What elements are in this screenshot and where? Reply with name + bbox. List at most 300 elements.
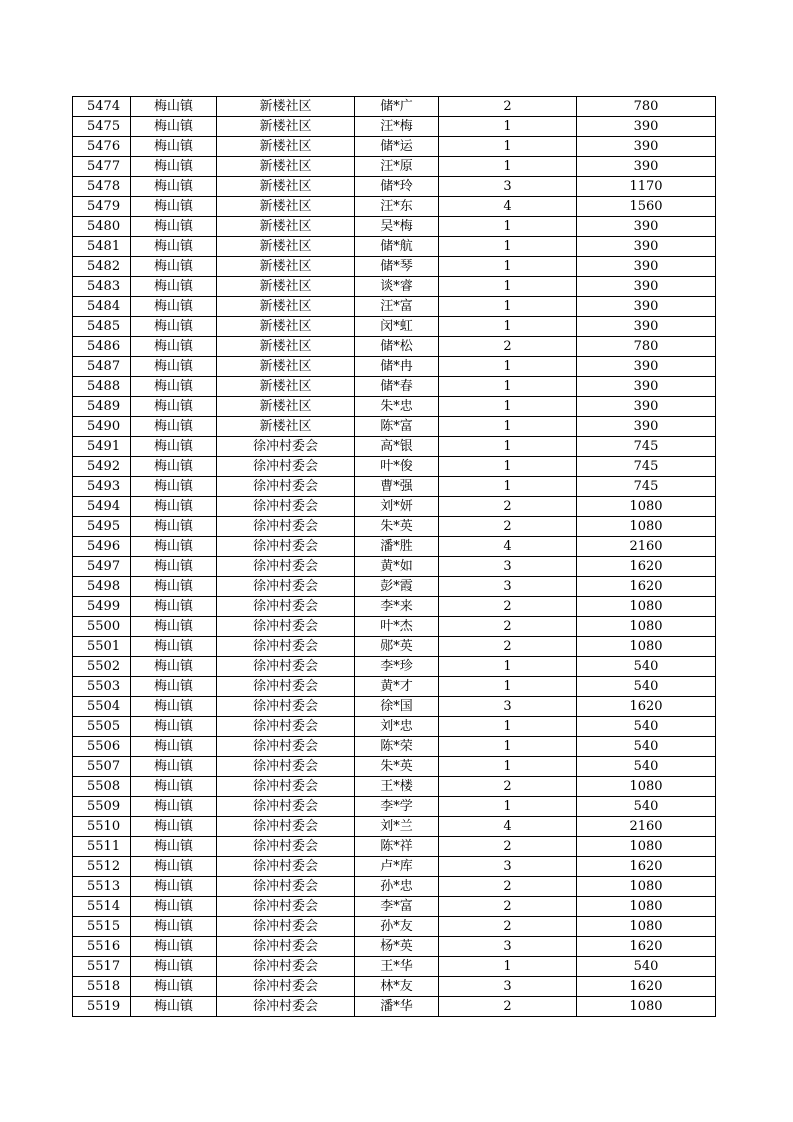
row-id-cell: 5502 <box>73 657 131 677</box>
town-cell: 梅山镇 <box>131 197 217 217</box>
data-table <box>72 96 716 1017</box>
amount-cell: 390 <box>577 397 716 417</box>
name-cell: 李*学 <box>355 797 439 817</box>
amount-cell: 1620 <box>577 937 716 957</box>
town-cell: 梅山镇 <box>131 857 217 877</box>
town-cell: 梅山镇 <box>131 377 217 397</box>
name-cell: 徐*国 <box>355 697 439 717</box>
count-cell: 1 <box>439 137 577 157</box>
town-cell: 梅山镇 <box>131 557 217 577</box>
town-cell: 梅山镇 <box>131 217 217 237</box>
amount-cell: 390 <box>577 137 716 157</box>
row-id-cell: 5493 <box>73 477 131 497</box>
amount-cell: 1080 <box>577 897 716 917</box>
amount-cell: 1080 <box>577 877 716 897</box>
name-cell: 储*春 <box>355 377 439 397</box>
amount-cell: 390 <box>577 277 716 297</box>
row-id-cell: 5481 <box>73 237 131 257</box>
amount-cell: 1080 <box>577 997 716 1017</box>
community-cell: 新楼社区 <box>217 417 355 437</box>
table-row <box>73 517 716 537</box>
community-cell: 徐冲村委会 <box>217 737 355 757</box>
town-cell: 梅山镇 <box>131 457 217 477</box>
amount-cell: 1620 <box>577 857 716 877</box>
town-cell: 梅山镇 <box>131 637 217 657</box>
table-row <box>73 237 716 257</box>
table-row <box>73 417 716 437</box>
row-id-cell: 5482 <box>73 257 131 277</box>
table-row <box>73 637 716 657</box>
community-cell: 徐冲村委会 <box>217 777 355 797</box>
town-cell: 梅山镇 <box>131 297 217 317</box>
amount-cell: 390 <box>577 257 716 277</box>
amount-cell: 1080 <box>577 777 716 797</box>
amount-cell: 1620 <box>577 977 716 997</box>
community-cell: 徐冲村委会 <box>217 457 355 477</box>
name-cell: 谈*睿 <box>355 277 439 297</box>
town-cell: 梅山镇 <box>131 97 217 117</box>
count-cell: 3 <box>439 577 577 597</box>
count-cell: 4 <box>439 817 577 837</box>
town-cell: 梅山镇 <box>131 697 217 717</box>
town-cell: 梅山镇 <box>131 497 217 517</box>
name-cell: 林*友 <box>355 977 439 997</box>
amount-cell: 2160 <box>577 817 716 837</box>
name-cell: 杨*英 <box>355 937 439 957</box>
town-cell: 梅山镇 <box>131 417 217 437</box>
amount-cell: 1080 <box>577 637 716 657</box>
town-cell: 梅山镇 <box>131 517 217 537</box>
table-row <box>73 377 716 397</box>
row-id-cell: 5492 <box>73 457 131 477</box>
amount-cell: 745 <box>577 477 716 497</box>
amount-cell: 390 <box>577 357 716 377</box>
row-id-cell: 5516 <box>73 937 131 957</box>
count-cell: 2 <box>439 777 577 797</box>
amount-cell: 390 <box>577 297 716 317</box>
amount-cell: 1560 <box>577 197 716 217</box>
amount-cell: 1080 <box>577 917 716 937</box>
count-cell: 3 <box>439 557 577 577</box>
amount-cell: 1080 <box>577 837 716 857</box>
community-cell: 新楼社区 <box>217 317 355 337</box>
count-cell: 2 <box>439 837 577 857</box>
row-id-cell: 5519 <box>73 997 131 1017</box>
amount-cell: 745 <box>577 457 716 477</box>
community-cell: 徐冲村委会 <box>217 837 355 857</box>
table-row <box>73 117 716 137</box>
table-row <box>73 737 716 757</box>
count-cell: 2 <box>439 637 577 657</box>
row-id-cell: 5497 <box>73 557 131 577</box>
table-row <box>73 977 716 997</box>
table-row <box>73 97 716 117</box>
table-row <box>73 137 716 157</box>
town-cell: 梅山镇 <box>131 997 217 1017</box>
count-cell: 1 <box>439 717 577 737</box>
table-row <box>73 897 716 917</box>
community-cell: 徐冲村委会 <box>217 517 355 537</box>
community-cell: 徐冲村委会 <box>217 757 355 777</box>
table-row <box>73 337 716 357</box>
count-cell: 3 <box>439 177 577 197</box>
name-cell: 王*楼 <box>355 777 439 797</box>
community-cell: 徐冲村委会 <box>217 477 355 497</box>
row-id-cell: 5506 <box>73 737 131 757</box>
name-cell: 陈*荣 <box>355 737 439 757</box>
name-cell: 潘*华 <box>355 997 439 1017</box>
name-cell: 汪*梅 <box>355 117 439 137</box>
name-cell: 高*银 <box>355 437 439 457</box>
amount-cell: 1080 <box>577 517 716 537</box>
amount-cell: 1080 <box>577 617 716 637</box>
table-row <box>73 277 716 297</box>
community-cell: 徐冲村委会 <box>217 917 355 937</box>
row-id-cell: 5494 <box>73 497 131 517</box>
amount-cell: 540 <box>577 797 716 817</box>
count-cell: 2 <box>439 997 577 1017</box>
table-row <box>73 577 716 597</box>
town-cell: 梅山镇 <box>131 117 217 137</box>
amount-cell: 1620 <box>577 557 716 577</box>
table-row <box>73 297 716 317</box>
name-cell: 叶*俊 <box>355 457 439 477</box>
row-id-cell: 5515 <box>73 917 131 937</box>
name-cell: 曹*强 <box>355 477 439 497</box>
count-cell: 1 <box>439 297 577 317</box>
community-cell: 徐冲村委会 <box>217 497 355 517</box>
table-row <box>73 797 716 817</box>
community-cell: 新楼社区 <box>217 157 355 177</box>
row-id-cell: 5495 <box>73 517 131 537</box>
row-id-cell: 5487 <box>73 357 131 377</box>
name-cell: 李*来 <box>355 597 439 617</box>
town-cell: 梅山镇 <box>131 737 217 757</box>
row-id-cell: 5483 <box>73 277 131 297</box>
amount-cell: 540 <box>577 757 716 777</box>
count-cell: 1 <box>439 757 577 777</box>
community-cell: 徐冲村委会 <box>217 997 355 1017</box>
table-row <box>73 937 716 957</box>
row-id-cell: 5507 <box>73 757 131 777</box>
table-row <box>73 677 716 697</box>
name-cell: 孙*忠 <box>355 877 439 897</box>
count-cell: 2 <box>439 337 577 357</box>
table-row <box>73 197 716 217</box>
count-cell: 1 <box>439 397 577 417</box>
name-cell: 陈*祥 <box>355 837 439 857</box>
table-row <box>73 457 716 477</box>
count-cell: 1 <box>439 237 577 257</box>
name-cell: 李*珍 <box>355 657 439 677</box>
count-cell: 1 <box>439 657 577 677</box>
count-cell: 1 <box>439 377 577 397</box>
count-cell: 2 <box>439 97 577 117</box>
row-id-cell: 5496 <box>73 537 131 557</box>
table-row <box>73 837 716 857</box>
name-cell: 闵*虹 <box>355 317 439 337</box>
table-row <box>73 477 716 497</box>
town-cell: 梅山镇 <box>131 437 217 457</box>
town-cell: 梅山镇 <box>131 617 217 637</box>
name-cell: 卢*库 <box>355 857 439 877</box>
amount-cell: 390 <box>577 377 716 397</box>
table-row <box>73 757 716 777</box>
count-cell: 2 <box>439 877 577 897</box>
table-row <box>73 597 716 617</box>
town-cell: 梅山镇 <box>131 937 217 957</box>
town-cell: 梅山镇 <box>131 657 217 677</box>
town-cell: 梅山镇 <box>131 977 217 997</box>
community-cell: 新楼社区 <box>217 97 355 117</box>
count-cell: 3 <box>439 937 577 957</box>
town-cell: 梅山镇 <box>131 897 217 917</box>
count-cell: 2 <box>439 597 577 617</box>
count-cell: 1 <box>439 737 577 757</box>
name-cell: 储*琴 <box>355 257 439 277</box>
row-id-cell: 5517 <box>73 957 131 977</box>
town-cell: 梅山镇 <box>131 397 217 417</box>
community-cell: 徐冲村委会 <box>217 557 355 577</box>
community-cell: 徐冲村委会 <box>217 717 355 737</box>
row-id-cell: 5490 <box>73 417 131 437</box>
amount-cell: 540 <box>577 677 716 697</box>
table-row <box>73 357 716 377</box>
table-row <box>73 657 716 677</box>
row-id-cell: 5477 <box>73 157 131 177</box>
community-cell: 徐冲村委会 <box>217 577 355 597</box>
town-cell: 梅山镇 <box>131 837 217 857</box>
amount-cell: 2160 <box>577 537 716 557</box>
table-row <box>73 717 716 737</box>
name-cell: 彭*霞 <box>355 577 439 597</box>
row-id-cell: 5511 <box>73 837 131 857</box>
community-cell: 新楼社区 <box>217 357 355 377</box>
name-cell: 黄*才 <box>355 677 439 697</box>
town-cell: 梅山镇 <box>131 797 217 817</box>
community-cell: 徐冲村委会 <box>217 657 355 677</box>
name-cell: 汪*原 <box>355 157 439 177</box>
row-id-cell: 5480 <box>73 217 131 237</box>
count-cell: 2 <box>439 497 577 517</box>
count-cell: 2 <box>439 517 577 537</box>
count-cell: 1 <box>439 457 577 477</box>
row-id-cell: 5475 <box>73 117 131 137</box>
table-row <box>73 617 716 637</box>
community-cell: 徐冲村委会 <box>217 637 355 657</box>
table-row <box>73 857 716 877</box>
row-id-cell: 5478 <box>73 177 131 197</box>
count-cell: 1 <box>439 797 577 817</box>
community-cell: 徐冲村委会 <box>217 857 355 877</box>
table-row <box>73 257 716 277</box>
community-cell: 徐冲村委会 <box>217 677 355 697</box>
count-cell: 1 <box>439 277 577 297</box>
row-id-cell: 5498 <box>73 577 131 597</box>
row-id-cell: 5485 <box>73 317 131 337</box>
community-cell: 新楼社区 <box>217 257 355 277</box>
amount-cell: 1620 <box>577 697 716 717</box>
amount-cell: 390 <box>577 417 716 437</box>
count-cell: 1 <box>439 157 577 177</box>
table-row <box>73 537 716 557</box>
count-cell: 1 <box>439 257 577 277</box>
town-cell: 梅山镇 <box>131 877 217 897</box>
name-cell: 汪*富 <box>355 297 439 317</box>
community-cell: 新楼社区 <box>217 217 355 237</box>
row-id-cell: 5505 <box>73 717 131 737</box>
table-row <box>73 157 716 177</box>
row-id-cell: 5489 <box>73 397 131 417</box>
community-cell: 徐冲村委会 <box>217 957 355 977</box>
row-id-cell: 5508 <box>73 777 131 797</box>
name-cell: 储*玲 <box>355 177 439 197</box>
community-cell: 徐冲村委会 <box>217 877 355 897</box>
town-cell: 梅山镇 <box>131 337 217 357</box>
row-id-cell: 5513 <box>73 877 131 897</box>
community-cell: 新楼社区 <box>217 177 355 197</box>
name-cell: 朱*忠 <box>355 397 439 417</box>
count-cell: 2 <box>439 617 577 637</box>
count-cell: 1 <box>439 677 577 697</box>
amount-cell: 1080 <box>577 597 716 617</box>
row-id-cell: 5518 <box>73 977 131 997</box>
community-cell: 新楼社区 <box>217 197 355 217</box>
row-id-cell: 5479 <box>73 197 131 217</box>
table-row <box>73 217 716 237</box>
table-body <box>73 97 716 1017</box>
community-cell: 新楼社区 <box>217 377 355 397</box>
community-cell: 徐冲村委会 <box>217 817 355 837</box>
count-cell: 3 <box>439 977 577 997</box>
table-row <box>73 877 716 897</box>
name-cell: 储*冉 <box>355 357 439 377</box>
row-id-cell: 5512 <box>73 857 131 877</box>
name-cell: 潘*胜 <box>355 537 439 557</box>
town-cell: 梅山镇 <box>131 957 217 977</box>
row-id-cell: 5500 <box>73 617 131 637</box>
row-id-cell: 5510 <box>73 817 131 837</box>
count-cell: 1 <box>439 477 577 497</box>
town-cell: 梅山镇 <box>131 817 217 837</box>
amount-cell: 540 <box>577 657 716 677</box>
amount-cell: 390 <box>577 217 716 237</box>
table-row <box>73 437 716 457</box>
community-cell: 新楼社区 <box>217 117 355 137</box>
name-cell: 叶*杰 <box>355 617 439 637</box>
town-cell: 梅山镇 <box>131 357 217 377</box>
name-cell: 朱*英 <box>355 517 439 537</box>
name-cell: 储*航 <box>355 237 439 257</box>
community-cell: 徐冲村委会 <box>217 697 355 717</box>
table-row <box>73 557 716 577</box>
town-cell: 梅山镇 <box>131 677 217 697</box>
town-cell: 梅山镇 <box>131 317 217 337</box>
community-cell: 徐冲村委会 <box>217 597 355 617</box>
name-cell: 郧*英 <box>355 637 439 657</box>
table-row <box>73 957 716 977</box>
name-cell: 储*运 <box>355 137 439 157</box>
row-id-cell: 5514 <box>73 897 131 917</box>
table-row <box>73 817 716 837</box>
table-row <box>73 317 716 337</box>
table-row <box>73 497 716 517</box>
table-row <box>73 697 716 717</box>
table-row <box>73 397 716 417</box>
amount-cell: 1620 <box>577 577 716 597</box>
count-cell: 1 <box>439 417 577 437</box>
town-cell: 梅山镇 <box>131 537 217 557</box>
row-id-cell: 5488 <box>73 377 131 397</box>
count-cell: 1 <box>439 317 577 337</box>
town-cell: 梅山镇 <box>131 777 217 797</box>
count-cell: 1 <box>439 357 577 377</box>
name-cell: 储*广 <box>355 97 439 117</box>
town-cell: 梅山镇 <box>131 717 217 737</box>
table-row <box>73 917 716 937</box>
name-cell: 储*松 <box>355 337 439 357</box>
row-id-cell: 5486 <box>73 337 131 357</box>
table-row <box>73 177 716 197</box>
row-id-cell: 5476 <box>73 137 131 157</box>
count-cell: 2 <box>439 897 577 917</box>
row-id-cell: 5491 <box>73 437 131 457</box>
amount-cell: 1080 <box>577 497 716 517</box>
row-id-cell: 5503 <box>73 677 131 697</box>
community-cell: 徐冲村委会 <box>217 937 355 957</box>
town-cell: 梅山镇 <box>131 277 217 297</box>
count-cell: 1 <box>439 117 577 137</box>
town-cell: 梅山镇 <box>131 177 217 197</box>
community-cell: 新楼社区 <box>217 137 355 157</box>
town-cell: 梅山镇 <box>131 157 217 177</box>
count-cell: 1 <box>439 217 577 237</box>
town-cell: 梅山镇 <box>131 917 217 937</box>
community-cell: 徐冲村委会 <box>217 617 355 637</box>
community-cell: 徐冲村委会 <box>217 977 355 997</box>
town-cell: 梅山镇 <box>131 137 217 157</box>
amount-cell: 780 <box>577 97 716 117</box>
town-cell: 梅山镇 <box>131 237 217 257</box>
amount-cell: 540 <box>577 957 716 977</box>
count-cell: 2 <box>439 917 577 937</box>
community-cell: 新楼社区 <box>217 237 355 257</box>
amount-cell: 390 <box>577 117 716 137</box>
table-row <box>73 997 716 1017</box>
count-cell: 3 <box>439 697 577 717</box>
community-cell: 徐冲村委会 <box>217 797 355 817</box>
community-cell: 徐冲村委会 <box>217 537 355 557</box>
community-cell: 徐冲村委会 <box>217 437 355 457</box>
row-id-cell: 5504 <box>73 697 131 717</box>
amount-cell: 780 <box>577 337 716 357</box>
count-cell: 4 <box>439 197 577 217</box>
town-cell: 梅山镇 <box>131 257 217 277</box>
amount-cell: 390 <box>577 237 716 257</box>
name-cell: 李*富 <box>355 897 439 917</box>
name-cell: 陈*富 <box>355 417 439 437</box>
count-cell: 1 <box>439 957 577 977</box>
amount-cell: 540 <box>577 717 716 737</box>
community-cell: 新楼社区 <box>217 337 355 357</box>
amount-cell: 540 <box>577 737 716 757</box>
name-cell: 黄*如 <box>355 557 439 577</box>
name-cell: 朱*英 <box>355 757 439 777</box>
community-cell: 新楼社区 <box>217 297 355 317</box>
town-cell: 梅山镇 <box>131 477 217 497</box>
amount-cell: 390 <box>577 317 716 337</box>
row-id-cell: 5501 <box>73 637 131 657</box>
